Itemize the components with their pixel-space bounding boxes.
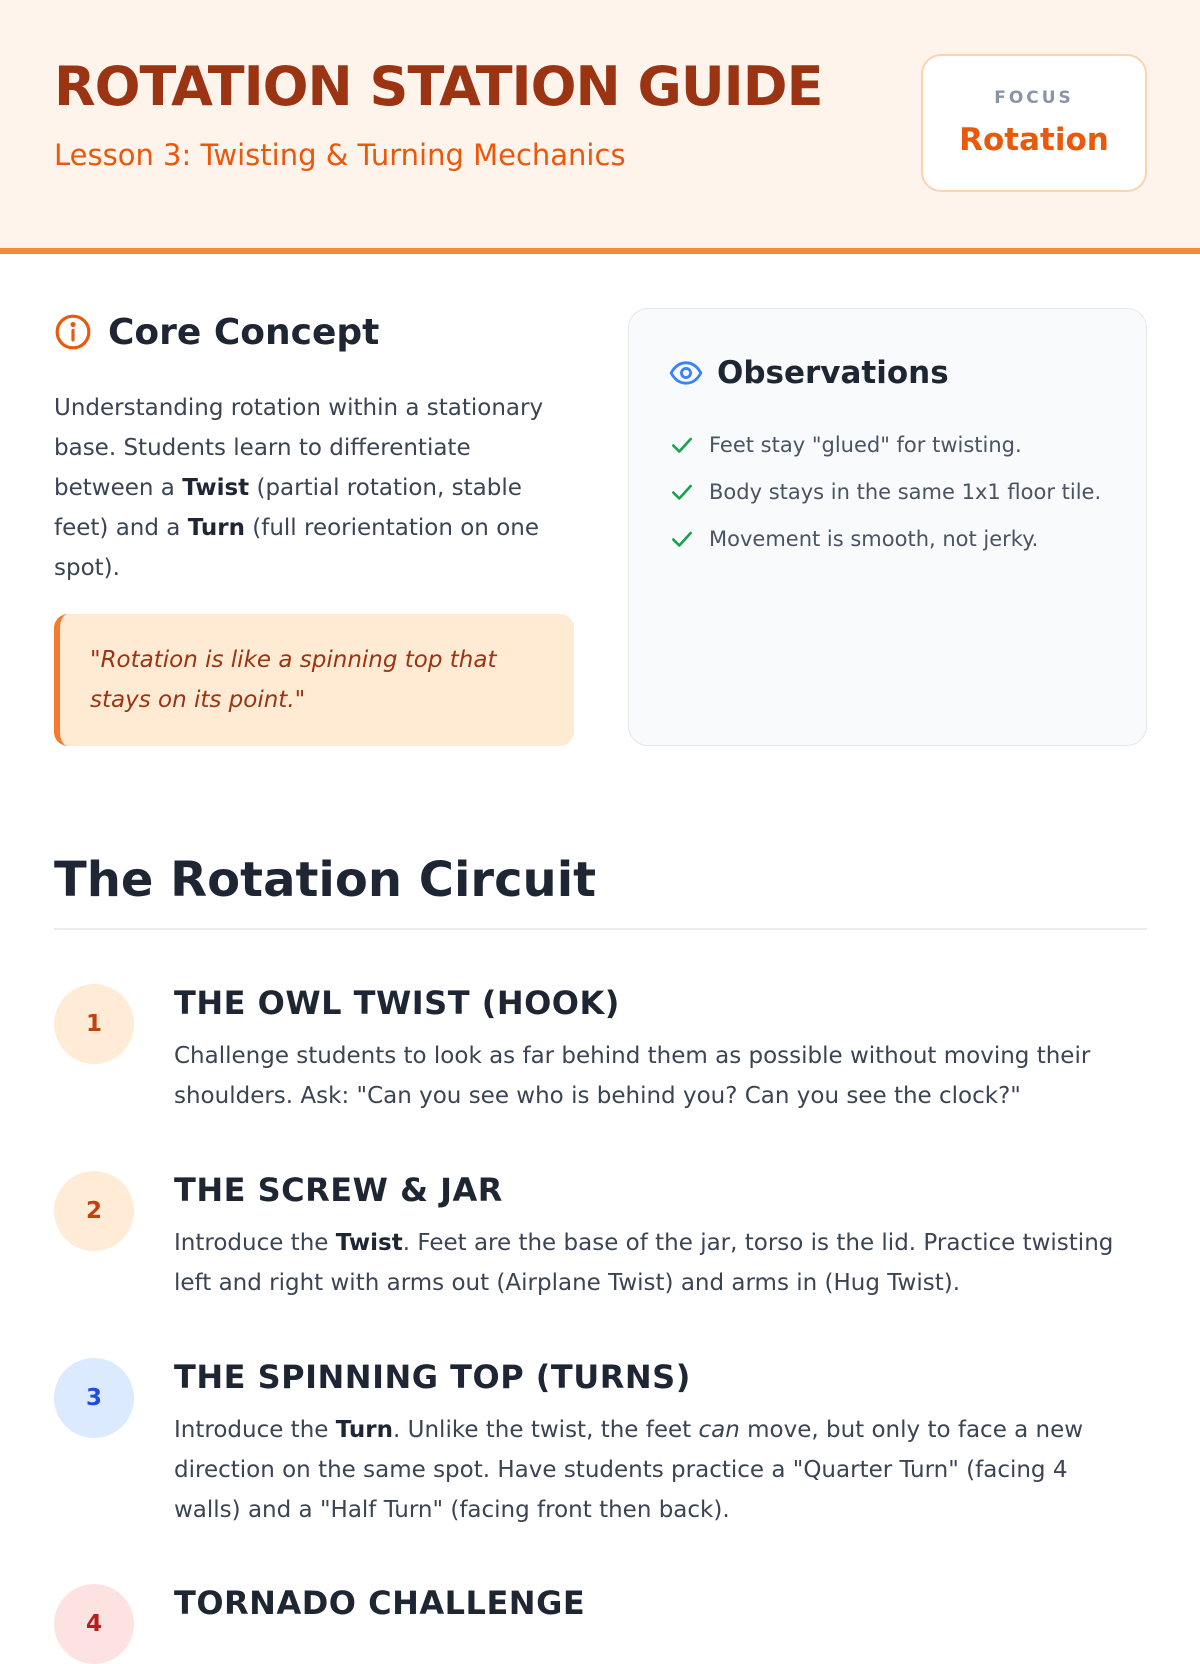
step-title: TORNADO CHALLENGE bbox=[174, 1584, 586, 1622]
circuit-step-4 bbox=[54, 1584, 1147, 1637]
info-icon bbox=[54, 313, 92, 351]
circuit-title: The Rotation Circuit bbox=[54, 852, 597, 908]
step-text-part: . Unlike the twist, the feet bbox=[393, 1417, 699, 1443]
circuit-step-3 bbox=[54, 1358, 1147, 1538]
term-twist: Twist bbox=[182, 475, 250, 501]
circuit-step-1 bbox=[54, 984, 1147, 1124]
circuit-step-2 bbox=[54, 1171, 1147, 1311]
observation-item bbox=[669, 515, 1129, 562]
term-turn: Turn bbox=[187, 515, 245, 541]
concept-quote: "Rotation is like a spinning top that stays on its point." bbox=[54, 614, 574, 746]
step-number-badge: 3 bbox=[54, 1358, 134, 1438]
focus-badge bbox=[921, 54, 1147, 192]
observation-item bbox=[669, 468, 1129, 515]
check-icon bbox=[669, 479, 695, 505]
step-text-part: move, but only to face a new direction on the same spot. Have students practice a "Quarter Turn" (facing 4 walls) and a "Half Turn" (facing front then back). bbox=[174, 1417, 1084, 1523]
step-description: Challenge students to look as far behind them as possible without moving their shoulders. Ask: "Can you see who is behind you? Can you see the clock?" bbox=[174, 1043, 1091, 1109]
concept-text-part: (full reorientation on one spot). bbox=[54, 515, 539, 581]
observations-card bbox=[628, 308, 1147, 746]
observations-heading bbox=[669, 353, 949, 393]
step-text-part: . Feet are the base of the jar, torso is the lid. Practice twisting left and right with arms out (Airplane Twist) and arms in (Hug Twist). bbox=[174, 1230, 1114, 1296]
core-concept-title: Core Concept bbox=[108, 311, 380, 353]
check-icon bbox=[669, 526, 695, 552]
concept-text-part: (partial rotation, stable feet) and a bbox=[54, 475, 522, 541]
term-turn: Turn bbox=[335, 1417, 394, 1443]
observation-text: Feet stay "glued" for twisting. bbox=[709, 432, 1022, 457]
step-title: THE SCREW & JAR bbox=[174, 1171, 503, 1209]
core-concept-text bbox=[54, 388, 574, 588]
step-number-badge: 1 bbox=[54, 984, 134, 1064]
observation-item bbox=[669, 421, 1129, 468]
observations-list bbox=[669, 421, 1129, 562]
observation-text: Body stays in the same 1x1 floor tile. bbox=[709, 479, 1102, 504]
page-title: ROTATION STATION GUIDE bbox=[54, 55, 823, 118]
term-twist: Twist bbox=[335, 1230, 403, 1256]
step-text-part: Introduce the bbox=[174, 1417, 336, 1443]
check-icon bbox=[669, 432, 695, 458]
step-number-badge: 4 bbox=[54, 1584, 134, 1664]
step-emphasis: can bbox=[698, 1417, 740, 1443]
core-concept-heading bbox=[54, 310, 379, 354]
page-header bbox=[0, 0, 1200, 254]
observation-text: Movement is smooth, not jerky. bbox=[709, 526, 1039, 551]
section-divider bbox=[54, 928, 1147, 930]
observations-title: Observations bbox=[717, 355, 949, 391]
step-title: THE OWL TWIST (HOOK) bbox=[174, 984, 620, 1022]
step-title: THE SPINNING TOP (TURNS) bbox=[174, 1358, 691, 1396]
focus-value: Rotation bbox=[959, 122, 1109, 158]
concept-text-part: Understanding rotation within a stationary base. Students learn to differentiate between a bbox=[54, 395, 544, 501]
step-description bbox=[174, 1223, 1134, 1303]
focus-label: FOCUS bbox=[994, 88, 1074, 108]
step-description bbox=[174, 1410, 1134, 1530]
lesson-subtitle: Lesson 3: Twisting & Turning Mechanics bbox=[54, 138, 626, 172]
eye-icon bbox=[669, 356, 703, 390]
step-number-badge: 2 bbox=[54, 1171, 134, 1251]
step-text-part: Introduce the bbox=[174, 1230, 336, 1256]
